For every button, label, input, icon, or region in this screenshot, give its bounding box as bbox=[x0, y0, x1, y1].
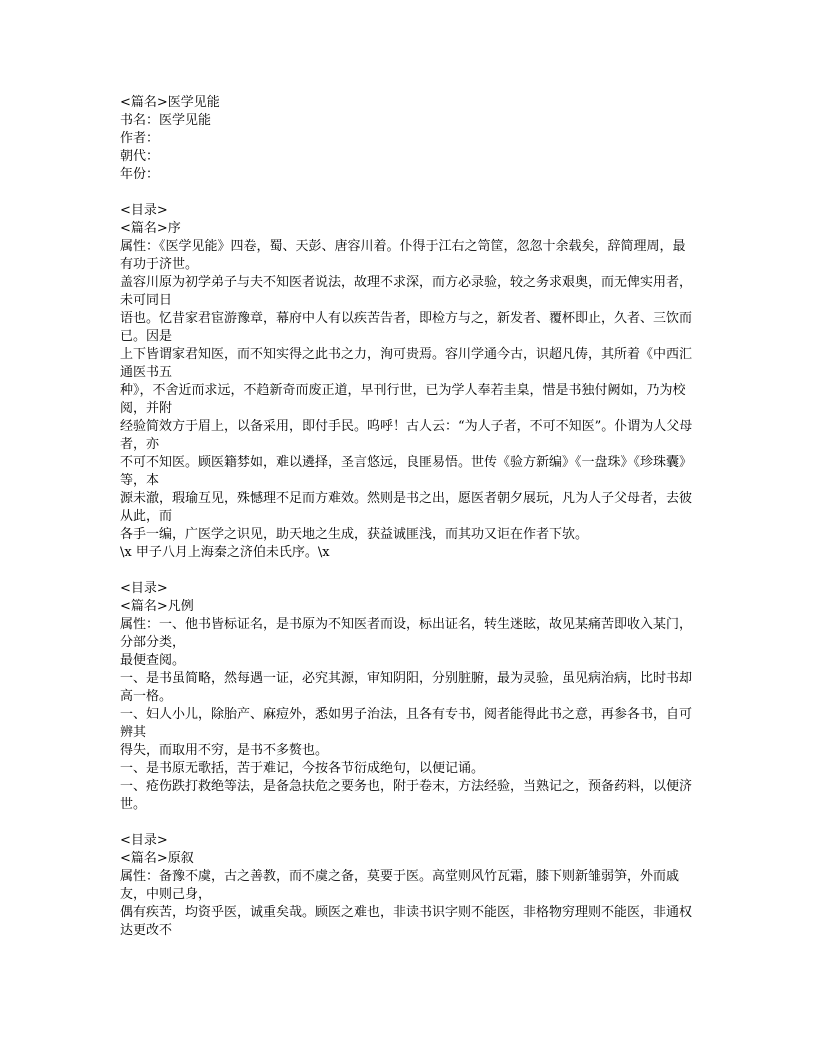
paragraph: 一、妇人小儿，除胎产、麻痘外，悉如男子治法，且各有专书，阅者能得此书之意，再参各书，自可辨其 bbox=[120, 707, 693, 740]
paragraph: 源未澈，瑕瑜互见，殊憾理不足而方难效。然则是书之出，愿医者朝夕展玩，凡为人子父母者，去彼从此，而 bbox=[120, 491, 693, 524]
year-line: 年份： bbox=[120, 167, 160, 182]
paragraph: 属性：备豫不虞，古之善教，而不虞之备，莫要于医。高堂则风竹瓦霜，膝下则新雏弱笋，外而戚友，中则己身， bbox=[120, 869, 680, 902]
dynasty-line: 朝代： bbox=[120, 149, 160, 164]
spacer bbox=[120, 184, 698, 202]
paragraph: 种》，不舍近而求远，不趋新奇而废正道，早刊行世，已为学人奉若圭臬，惜是书独付阙如，乃为校阅，并附 bbox=[120, 383, 686, 416]
spacer bbox=[120, 814, 698, 832]
paragraph: 盖容川原为初学弟子与夫不知医者说法，故理不求深，而方必录验，较之务求艰奥，而无俾实用者，未可同日 bbox=[120, 275, 693, 308]
toc-marker: <目录> bbox=[120, 833, 168, 848]
book-name-line: 书名：医学见能 bbox=[120, 113, 212, 128]
document-page bbox=[120, 94, 698, 940]
paragraph: 各手一编，广医学之识见，助天地之生成，获益诚匪浅，而其功又讵在作者下欤。 bbox=[120, 527, 589, 542]
paragraph: 不可不知医。顾医籍棼如，难以遴择，圣言悠远，良匪易悟。世传《验方新编》《一盘珠》《珍珠囊》等，本 bbox=[120, 455, 693, 488]
paragraph: 属性：《医学见能》四卷，蜀、天彭、唐容川着。仆得于江右之笥筐，忽忽十余载矣，辞简理周，最有功于济世。 bbox=[120, 239, 686, 272]
paragraph: 偶有疾苦，均资乎医，诚重矣哉。顾医之难也，非读书识字则不能医，非格物穷理则不能医，非通权达更改不 bbox=[120, 905, 693, 938]
paragraph: 经验简效方于眉上，以备采用，即付手民。呜呼！古人云：“为人子者，不可不知医”。仆谓为人父母者，亦 bbox=[120, 419, 693, 452]
author-line: 作者： bbox=[120, 131, 160, 146]
paragraph: 最便查阅。 bbox=[120, 653, 186, 668]
paragraph: 上下皆谓家君知医，而不知实得之此书之力，洵可贵焉。容川学通今古，识超凡俦，其所着《中西汇通医书五 bbox=[120, 347, 693, 380]
toc-marker: <目录> bbox=[120, 203, 168, 218]
paragraph: 一、是书虽简略，然每遇一证，必究其源，审知阴阳，分别脏腑，最为灵验，虽见病治病，比时书却高一格。 bbox=[120, 671, 693, 704]
signature-line: \x 甲子八月上海秦之济伯未氏序。\x bbox=[120, 545, 330, 560]
section-name: <篇名>原叙 bbox=[120, 851, 194, 866]
section-preface bbox=[120, 202, 698, 562]
section-name: <篇名>序 bbox=[120, 221, 181, 236]
spacer bbox=[120, 562, 698, 580]
toc-marker: <目录> bbox=[120, 581, 168, 596]
paragraph: 语也。忆昔家君宦游豫章，幕府中人有以疾苦告者，即检方与之，新发者、覆杯即止，久者、三饮而已。因是 bbox=[120, 311, 693, 344]
paragraph: 一、是书原无歌括，苦于难记，今按各节衍成绝句，以便记诵。 bbox=[120, 761, 485, 776]
paragraph: 一、疮伤跌打救绝等法，是备急扶危之要务也，附于卷末，方法经验，当熟记之，预备药料，以便济世。 bbox=[120, 779, 693, 812]
paragraph: 属性：一、他书皆标证名，是书原为不知医者而设，标出证名，转生迷眩，故见某痛苦即收入某门，分部分类， bbox=[120, 617, 693, 650]
section-general-rules bbox=[120, 580, 698, 814]
section-name: <篇名>凡例 bbox=[120, 599, 194, 614]
title-line: <篇名>医学见能 bbox=[120, 95, 220, 110]
paragraph: 得失，而取用不穷，是书不多赘也。 bbox=[120, 743, 329, 758]
section-original-preface bbox=[120, 832, 698, 940]
